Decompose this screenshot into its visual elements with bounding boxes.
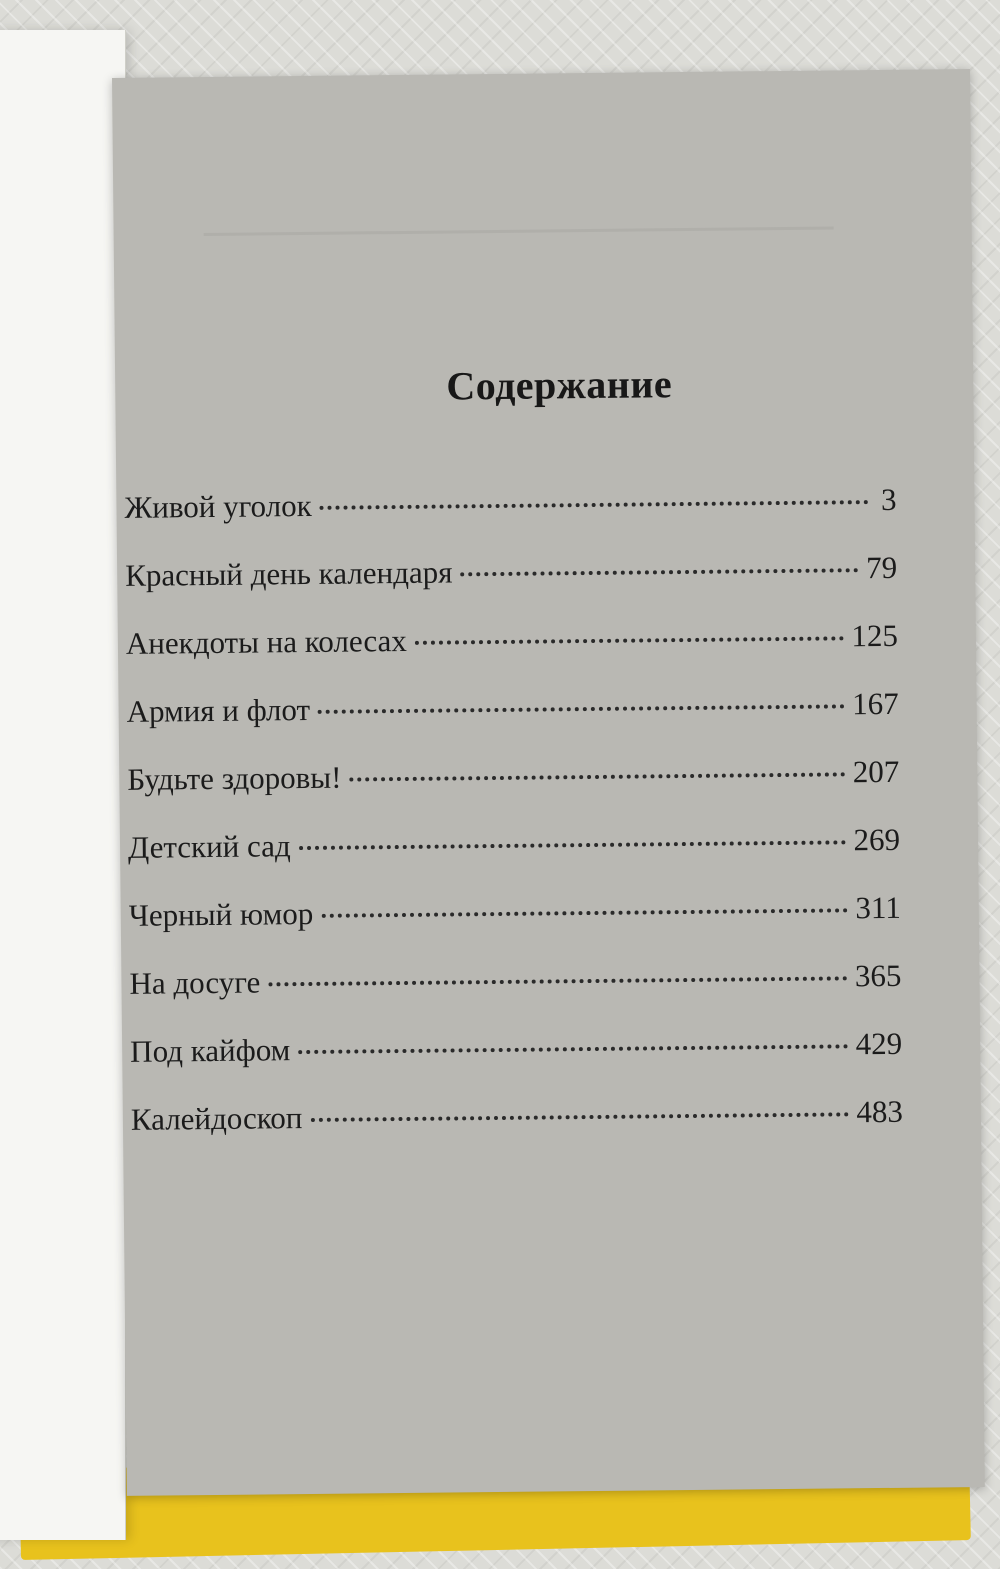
toc-entry bbox=[127, 754, 900, 830]
toc-entry-label: Красный день календаря bbox=[125, 554, 453, 593]
toc-entry-page: 3 bbox=[880, 481, 897, 517]
dot-leader bbox=[321, 908, 847, 918]
book-page bbox=[112, 69, 985, 1496]
toc-entry-label: Живой уголок bbox=[124, 487, 312, 525]
dot-leader bbox=[318, 704, 844, 714]
toc-entry-page: 207 bbox=[852, 753, 900, 790]
toc-entry-label: Калейдоскоп bbox=[130, 1100, 303, 1137]
toc-entry-label: Под кайфом bbox=[130, 1032, 291, 1069]
toc-entry bbox=[130, 1026, 903, 1102]
toc-entry-label: Детский сад bbox=[127, 828, 291, 865]
dot-leader bbox=[298, 1044, 847, 1054]
toc-entry bbox=[126, 618, 899, 694]
left-page bbox=[0, 30, 126, 1540]
dot-leader bbox=[349, 772, 844, 781]
toc-entry-label: Армия и флот bbox=[126, 691, 311, 729]
toc-entry bbox=[124, 482, 897, 558]
dot-leader bbox=[415, 636, 844, 644]
toc-entry bbox=[129, 958, 902, 1034]
toc-entry-page: 429 bbox=[855, 1025, 903, 1062]
toc-entry bbox=[128, 822, 901, 898]
toc-entry-label: Анекдоты на колесах bbox=[125, 622, 407, 661]
toc-entry-page: 167 bbox=[851, 685, 899, 722]
toc-entry bbox=[126, 686, 899, 762]
toc-entry-page: 125 bbox=[851, 617, 899, 654]
dot-leader bbox=[320, 500, 869, 510]
toc-entry bbox=[131, 1094, 904, 1170]
toc-entry-page: 269 bbox=[853, 821, 901, 858]
toc-entry-label: На досуге bbox=[129, 964, 261, 1001]
table-of-contents bbox=[124, 482, 903, 1170]
toc-entry-page: 311 bbox=[855, 889, 901, 926]
toc-entry-page: 79 bbox=[865, 549, 898, 586]
dot-leader bbox=[460, 568, 858, 576]
toc-entry bbox=[129, 890, 902, 966]
toc-entry-page: 483 bbox=[856, 1093, 904, 1130]
dot-leader bbox=[268, 976, 847, 986]
dot-leader bbox=[299, 840, 846, 850]
page-title: Содержание bbox=[446, 361, 673, 409]
toc-entry-label: Черный юмор bbox=[128, 895, 314, 933]
dot-leader bbox=[310, 1112, 848, 1122]
toc-entry bbox=[125, 550, 898, 626]
toc-entry-page: 365 bbox=[854, 957, 902, 994]
toc-entry-label: Будьте здоровы! bbox=[127, 759, 342, 797]
